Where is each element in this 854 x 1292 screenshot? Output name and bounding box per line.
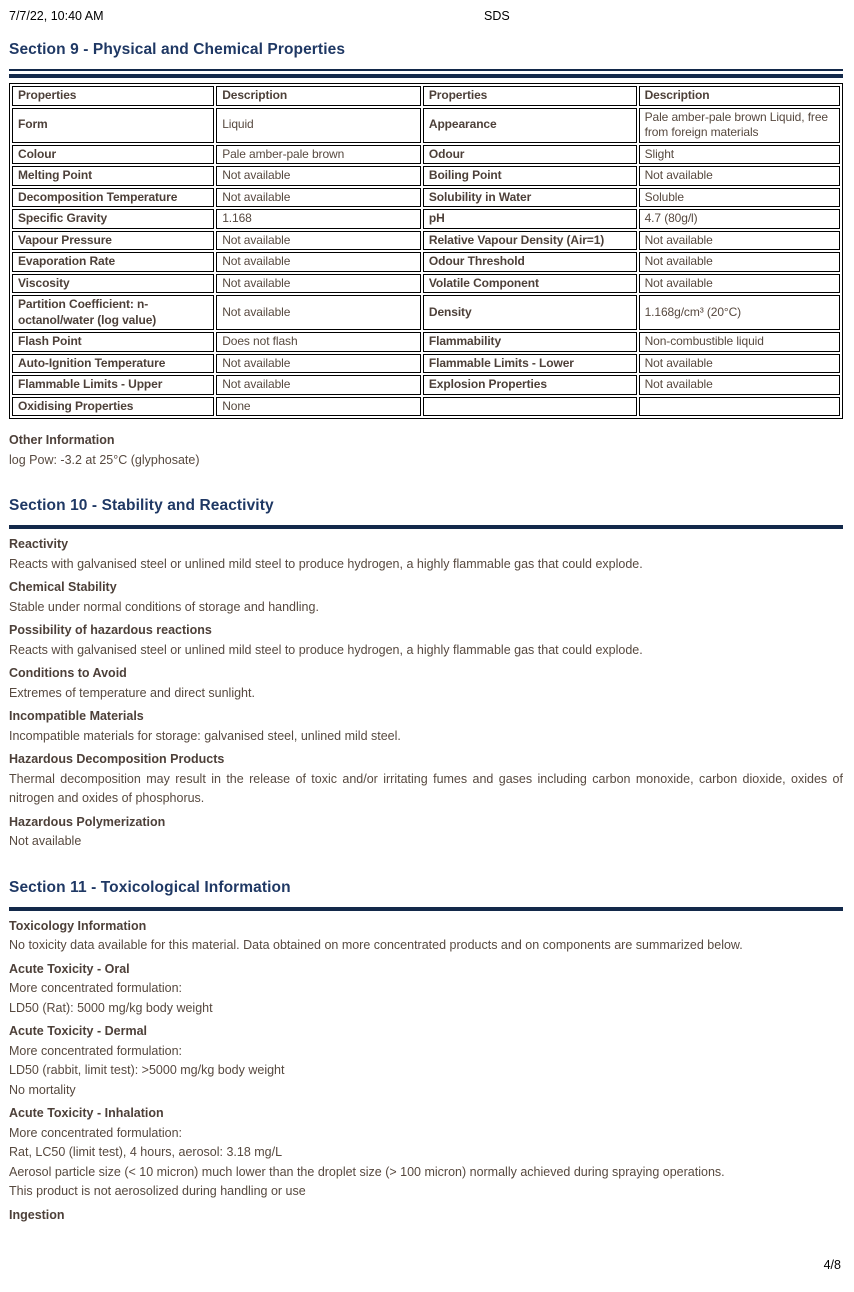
- table-header-cell: Description: [216, 86, 421, 106]
- property-name-cell: Colour: [12, 145, 214, 165]
- subsection-label: Acute Toxicity - Inhalation: [9, 1106, 164, 1120]
- subsection-text: More concentrated formulation:: [9, 981, 183, 995]
- property-name-cell: Form: [12, 108, 214, 143]
- property-value-cell: Soluble: [639, 188, 840, 208]
- property-name-cell: Explosion Properties: [423, 375, 637, 395]
- subsection-text: Stable under normal conditions of storage and handling.: [9, 599, 319, 614]
- property-name-cell: pH: [423, 209, 637, 229]
- property-value-cell: Not available: [216, 188, 421, 208]
- table-row: [12, 375, 840, 395]
- property-value-cell: Not available: [639, 274, 840, 294]
- property-name-cell: Odour Threshold: [423, 252, 637, 272]
- table-row: [12, 252, 840, 272]
- property-name-cell: Auto-Ignition Temperature: [12, 354, 214, 374]
- property-value-cell: Not available: [216, 354, 421, 374]
- print-datetime: 7/7/22, 10:40 AM: [9, 9, 104, 23]
- property-name-cell: Decomposition Temperature: [12, 188, 214, 208]
- subsection-text: More concentrated formulation:: [9, 1125, 183, 1140]
- section9-title: Section 9 - Physical and Chemical Properties: [9, 41, 346, 58]
- subsection-text: Not available: [9, 834, 82, 848]
- subsection-text: Incompatible materials for storage: galvanised steel, unlined mild steel.: [9, 728, 401, 743]
- table-row: [12, 145, 840, 165]
- property-name-cell: Specific Gravity: [12, 209, 214, 229]
- table-row: [12, 274, 840, 294]
- property-value-cell: Does not flash: [216, 332, 421, 352]
- property-value-cell: 1.168g/cm³ (20°C): [639, 295, 840, 330]
- page-number: 4/8: [823, 1258, 841, 1272]
- table-row: [12, 354, 840, 374]
- property-name-cell: Partition Coefficient: n-octanol/water (log value): [12, 295, 214, 330]
- property-value-cell: 1.168: [216, 209, 421, 229]
- property-value-cell: Pale amber-pale brown: [216, 145, 421, 165]
- subsection: [9, 535, 843, 574]
- section11-title: Section 11 - Toxicological Information: [9, 878, 291, 896]
- section10-content: [9, 535, 843, 852]
- property-name-cell: Flammable Limits - Upper: [12, 375, 214, 395]
- property-name-cell: Appearance: [423, 108, 637, 143]
- property-value-cell: 4.7 (80g/l): [639, 209, 840, 229]
- property-name-cell: Evaporation Rate: [12, 252, 214, 272]
- subsection-text: LD50 (Rat): 5000 mg/kg body weight: [9, 1000, 213, 1015]
- subsection: [9, 707, 843, 746]
- property-value-cell: Not available: [216, 274, 421, 294]
- subsection: [9, 621, 843, 660]
- print-doc-title: SDS: [484, 9, 510, 23]
- property-name-cell: Boiling Point: [423, 166, 637, 186]
- property-value-cell: Liquid: [216, 108, 421, 143]
- table-row: [12, 188, 840, 208]
- table-header-row: [12, 86, 840, 106]
- physical-chemical-properties-table: [9, 83, 843, 419]
- print-header: [9, 8, 843, 24]
- property-value-cell: Pale amber-pale brown Liquid, free from foreign materials: [639, 108, 840, 143]
- property-value-cell: Not available: [639, 375, 840, 395]
- subsection-text: No toxicity data available for this material. Data obtained on more concentrated products and on components are summarized below.: [9, 938, 743, 952]
- subsection-label: Reactivity: [9, 537, 69, 551]
- subsection: [9, 960, 843, 1019]
- table-row: [12, 166, 840, 186]
- subsection-label: Toxicology Information: [9, 918, 147, 933]
- subsection-text: Extremes of temperature and direct sunlight.: [9, 685, 255, 700]
- subsection-text: Reacts with galvanised steel or unlined mild steel to produce hydrogen, a highly flammable gas that could explode.: [9, 642, 643, 657]
- property-name-cell: Melting Point: [12, 166, 214, 186]
- section11-rule: [9, 907, 843, 911]
- table-row: [12, 332, 840, 352]
- property-name-cell: Solubility in Water: [423, 188, 637, 208]
- property-value-cell: Not available: [639, 166, 840, 186]
- property-name-cell: Relative Vapour Density (Air=1): [423, 231, 637, 251]
- subsection-label: Ingestion: [9, 1207, 65, 1222]
- property-name-cell: Vapour Pressure: [12, 231, 214, 251]
- table-row: [12, 397, 840, 417]
- subsection-label: Acute Toxicity - Dermal: [9, 1024, 148, 1038]
- section11-content: [9, 917, 843, 1226]
- property-value-cell: [639, 397, 840, 417]
- subsection: [9, 1104, 843, 1202]
- subsection-text: This product is not aerosolized during handling or use: [9, 1184, 306, 1198]
- property-name-cell: Oxidising Properties: [12, 397, 214, 417]
- property-name-cell: [423, 397, 637, 417]
- subsection-label: Hazardous Polymerization: [9, 814, 166, 829]
- subsection: [9, 1206, 843, 1226]
- subsection: [9, 813, 843, 852]
- table-header-cell: Description: [639, 86, 840, 106]
- property-value-cell: Not available: [639, 231, 840, 251]
- property-value-cell: None: [216, 397, 421, 417]
- subsection-label: Incompatible Materials: [9, 709, 144, 723]
- subsection-text: LD50 (rabbit, limit test): >5000 mg/kg body weight: [9, 1063, 285, 1077]
- table-row: [12, 209, 840, 229]
- property-value-cell: Non-combustible liquid: [639, 332, 840, 352]
- other-information-value: log Pow: -3.2 at 25°C (glyphosate): [9, 452, 200, 467]
- other-information: [9, 431, 843, 470]
- property-value-cell: Not available: [216, 231, 421, 251]
- subsection-label: Acute Toxicity - Oral: [9, 961, 130, 976]
- property-name-cell: Flammability: [423, 332, 637, 352]
- property-name-cell: Flammable Limits - Lower: [423, 354, 637, 374]
- table-row: [12, 295, 840, 330]
- subsection-label: Conditions to Avoid: [9, 666, 127, 680]
- property-name-cell: Viscosity: [12, 274, 214, 294]
- subsection-text: Reacts with galvanised steel or unlined mild steel to produce hydrogen, a highly flammable gas that could explode.: [9, 556, 643, 571]
- subsection: [9, 1022, 843, 1100]
- property-value-cell: Not available: [216, 252, 421, 272]
- subsection-text: Aerosol particle size (< 10 micron) much lower than the droplet size (> 100 micron) normally achieved during spraying operations.: [9, 1164, 725, 1179]
- section9-rule: [9, 69, 843, 78]
- property-name-cell: Odour: [423, 145, 637, 165]
- property-value-cell: Not available: [216, 166, 421, 186]
- table-header-cell: Properties: [423, 86, 637, 106]
- other-information-label: Other Information: [9, 433, 115, 447]
- subsection: [9, 917, 843, 956]
- property-name-cell: Volatile Component: [423, 274, 637, 294]
- subsection-label: Possibility of hazardous reactions: [9, 623, 212, 637]
- property-value-cell: Not available: [639, 354, 840, 374]
- subsection-text: Rat, LC50 (limit test), 4 hours, aerosol: 3.18 mg/L: [9, 1145, 283, 1159]
- property-name-cell: Flash Point: [12, 332, 214, 352]
- table-header-cell: Properties: [12, 86, 214, 106]
- sds-document-page: [0, 8, 854, 1225]
- subsection-label: Hazardous Decomposition Products: [9, 752, 225, 766]
- property-name-cell: Density: [423, 295, 637, 330]
- subsection-label: Chemical Stability: [9, 580, 117, 594]
- subsection-text: Thermal decomposition may result in the release of toxic and/or irritating fumes and gases including carbon monoxide, carbon dioxide, oxides of nitrogen and oxides of phosphorus.: [9, 771, 843, 805]
- section10-rule: [9, 525, 843, 529]
- property-value-cell: Slight: [639, 145, 840, 165]
- subsection-text: More concentrated formulation:: [9, 1043, 183, 1058]
- subsection: [9, 578, 843, 617]
- subsection-text: No mortality: [9, 1082, 76, 1097]
- subsection: [9, 750, 843, 809]
- section10-title: Section 10 - Stability and Reactivity: [9, 497, 274, 514]
- table-row: [12, 231, 840, 251]
- subsection: [9, 664, 843, 703]
- property-value-cell: Not available: [639, 252, 840, 272]
- property-value-cell: Not available: [216, 375, 421, 395]
- table-row: [12, 108, 840, 143]
- property-value-cell: Not available: [216, 295, 421, 330]
